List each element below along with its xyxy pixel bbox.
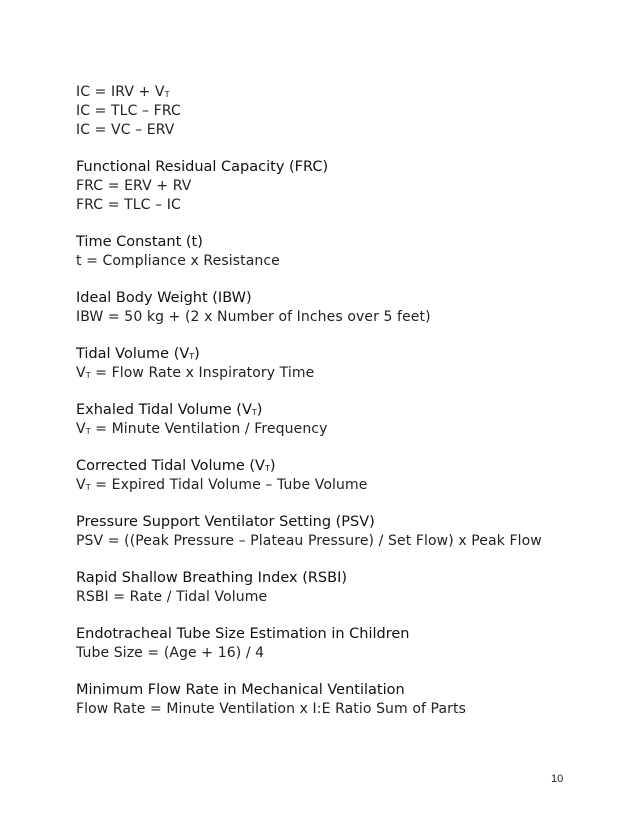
tidal-volume-formula-text: = Flow Rate x Inspiratory Time: [90, 365, 315, 381]
tidal-volume-heading-close: ): [194, 346, 200, 362]
ic-formula-1-text: IC = IRV + V: [76, 84, 165, 100]
spacer: [76, 607, 596, 625]
frc-formula-1: FRC = ERV + RV: [76, 178, 192, 194]
spacer: [76, 495, 596, 513]
frc-heading: Functional Residual Capacity (FRC): [76, 159, 329, 175]
corrected-tidal-volume-heading-close: ): [269, 458, 276, 474]
min-flow-rate-formula: Flow Rate = Minute Ventilation x I:E Ratio Sum of Parts: [76, 701, 466, 717]
rsbi-formula: RSBI = Rate / Tidal Volume: [76, 589, 268, 605]
spacer: [76, 327, 596, 345]
exhaled-tidal-volume-heading-text: Exhaled Tidal Volume (V: [76, 402, 252, 418]
ibw-heading: Ideal Body Weight (IBW): [76, 290, 252, 306]
exhaled-tidal-volume-formula-text: = Minute Ventilation / Frequency: [90, 421, 328, 437]
ic-formula-1: [76, 83, 596, 102]
psv-formula: PSV = ((Peak Pressure – Plateau Pressure) / Set Flow) x Peak Flow: [76, 533, 542, 549]
corrected-tidal-volume-formula-subscript: T: [85, 483, 91, 492]
ic-formula-1-subscript: T: [164, 90, 170, 99]
corrected-tidal-volume-formula-text: = Expired Tidal Volume – Tube Volume: [90, 477, 368, 493]
time-constant-formula: t = Compliance x Resistance: [76, 253, 280, 269]
corrected-tidal-volume-heading: [76, 457, 596, 476]
spacer: [76, 215, 596, 233]
tidal-volume-heading-subscript: T: [189, 352, 195, 361]
time-constant-heading: Time Constant (t): [76, 234, 203, 250]
exhaled-tidal-volume-heading-close: ): [256, 402, 263, 418]
corrected-tidal-volume-formula-var: V: [76, 477, 86, 493]
corrected-tidal-volume-heading-text: Corrected Tidal Volume (V: [76, 458, 265, 474]
spacer: [76, 383, 596, 401]
page-number: 10: [551, 773, 564, 785]
ett-size-formula: Tube Size = (Age + 16) / 4: [76, 645, 265, 661]
spacer: [76, 663, 596, 681]
ett-size-heading: Endotracheal Tube Size Estimation in Children: [76, 626, 410, 642]
psv-heading: Pressure Support Ventilator Setting (PSV): [76, 514, 375, 530]
min-flow-rate-heading: Minimum Flow Rate in Mechanical Ventilation: [76, 682, 405, 698]
tidal-volume-heading: [76, 345, 596, 364]
ic-formula-2: IC = TLC – FRC: [76, 103, 181, 119]
tidal-volume-formula-subscript: T: [85, 371, 91, 380]
page-content: [76, 83, 596, 719]
exhaled-tidal-volume-formula: [76, 420, 596, 439]
corrected-tidal-volume-formula: [76, 476, 596, 495]
tidal-volume-formula-var: V: [76, 365, 86, 381]
corrected-tidal-volume-heading-subscript: T: [264, 464, 270, 473]
exhaled-tidal-volume-heading: [76, 401, 596, 420]
spacer: [76, 551, 596, 569]
exhaled-tidal-volume-formula-subscript: T: [85, 427, 91, 436]
rsbi-heading: Rapid Shallow Breathing Index (RSBI): [76, 570, 348, 586]
exhaled-tidal-volume-formula-var: V: [76, 421, 86, 437]
exhaled-tidal-volume-heading-subscript: T: [251, 408, 257, 417]
spacer: [76, 439, 596, 457]
tidal-volume-formula: [76, 364, 596, 383]
tidal-volume-heading-text: Tidal Volume (V: [76, 346, 190, 362]
frc-formula-2: FRC = TLC – IC: [76, 197, 181, 213]
spacer: [76, 140, 596, 158]
ibw-formula: IBW = 50 kg + (2 x Number of Inches over 5 feet): [76, 309, 431, 325]
ic-formula-3: IC = VC – ERV: [76, 122, 175, 138]
spacer: [76, 271, 596, 289]
